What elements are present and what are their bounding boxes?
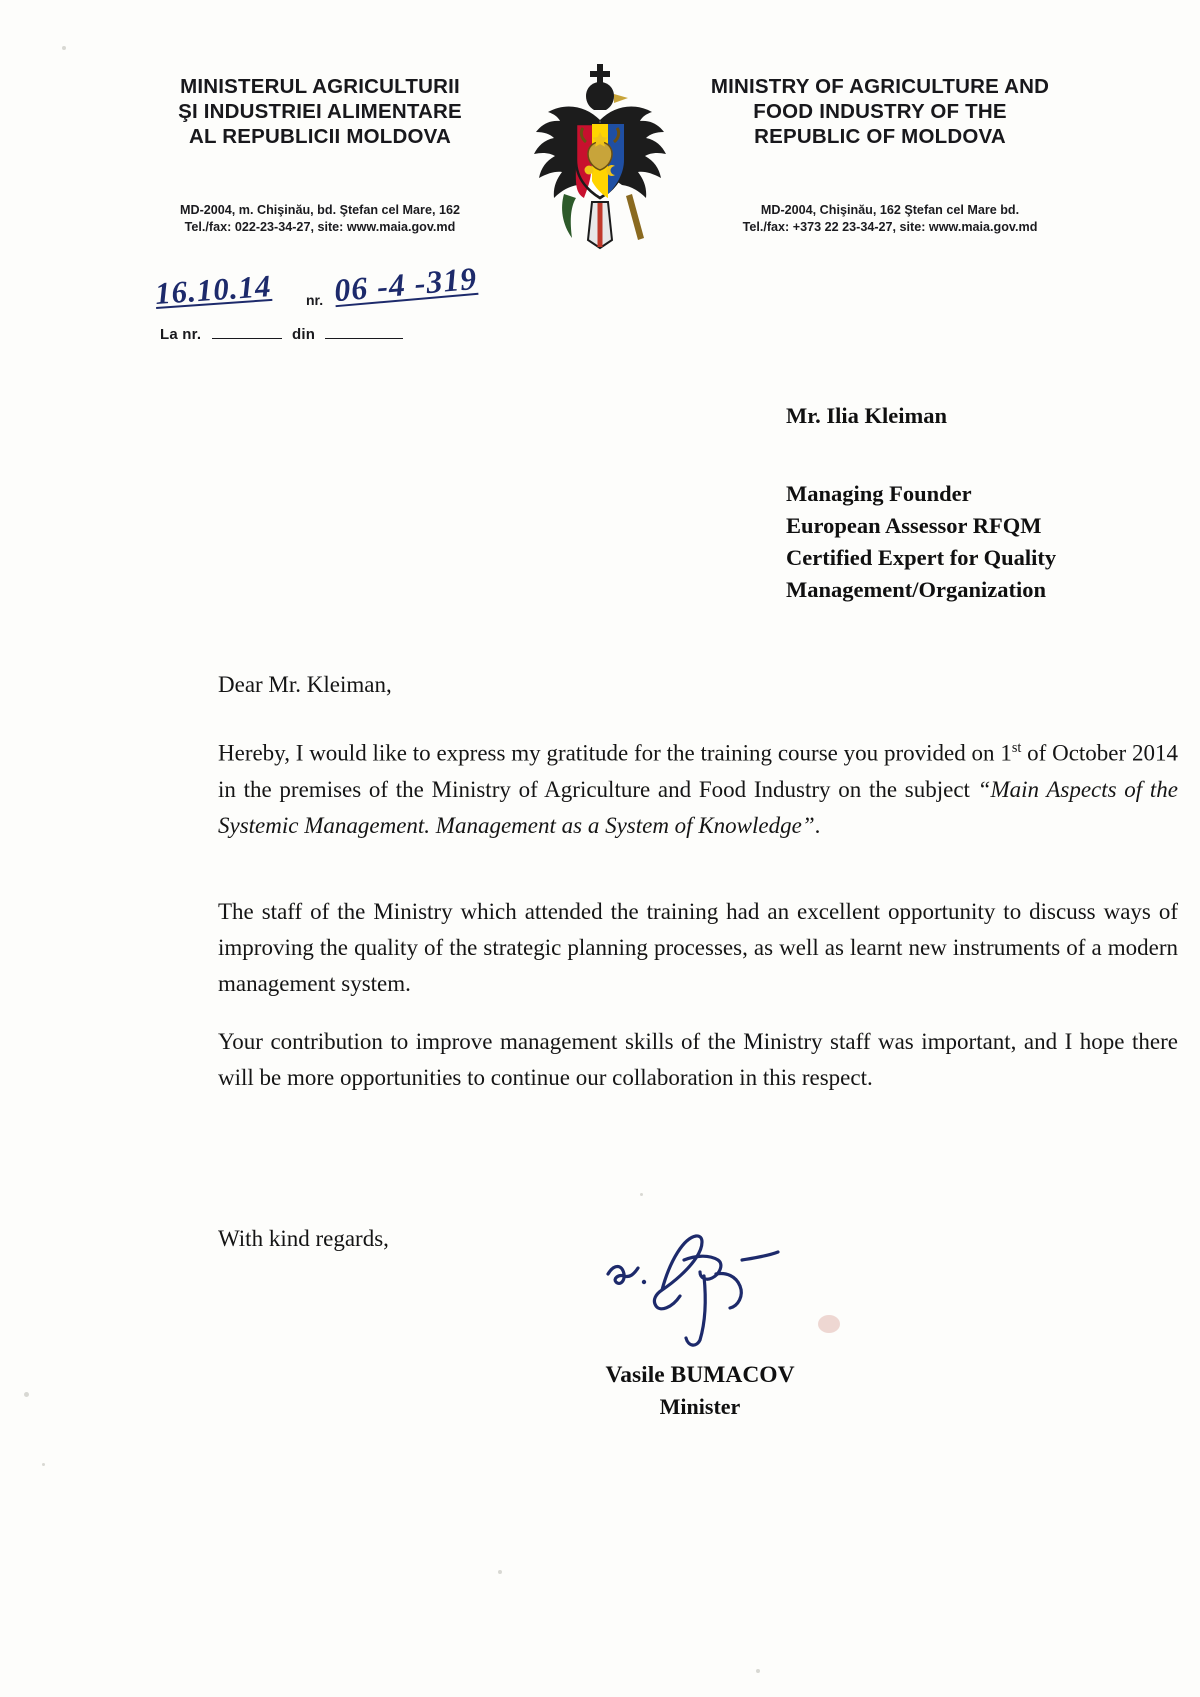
paragraph1-suffix: . [814, 812, 821, 838]
signer-title: Minister [659, 1394, 741, 1419]
body-paragraph-2: The staff of the Ministry which attended the training had an excellent opportunity to discuss ways of improving the quality of the strategic planning processes, as well as learnt new instruments of a modern management system. [218, 899, 1178, 996]
ministry-name-ro-line3: AL REPUBLICII MOLDOVA [189, 125, 451, 148]
closing-line: With kind regards, [218, 1226, 389, 1251]
addressee-role-2: European Assessor RFQM [786, 513, 1042, 538]
moldova-coat-of-arms-icon [520, 62, 680, 252]
scan-speck [24, 1392, 29, 1397]
addressee-role-3: Certified Expert for Quality [786, 545, 1057, 570]
ministry-name-ro-line1: MINISTERUL AGRICULTURII [180, 75, 460, 98]
addressee-role-4: Management/Organization [786, 577, 1046, 602]
addressee-name: Mr. Ilia Kleiman [786, 403, 948, 428]
paragraph1-prefix: Hereby, I would like to express my gratitude for the training course you provided on 1 [218, 740, 1012, 766]
address-en-line1: MD-2004, Chişinău, 162 Ştefan cel Mare bd. [760, 203, 1020, 217]
scan-speck [498, 1570, 502, 1574]
body-paragraph-1 [218, 730, 1178, 844]
din-label: din [291, 326, 316, 343]
reply-reference-line [160, 325, 403, 343]
handwritten-registration-number: 06 -4 -319 [332, 259, 479, 309]
la-nr-blank [212, 325, 282, 339]
handwritten-signature-icon [600, 1230, 830, 1350]
ministry-name-ro-line2: ŞI INDUSTRIEI ALIMENTARE [178, 100, 462, 123]
paragraph1-course-title: “Main Aspects of the Systemic Management. Management as a System of Knowledge” [218, 776, 1179, 838]
scan-speck [640, 1193, 643, 1196]
ministry-name-en-line2: FOOD INDUSTRY OF THE [753, 100, 1007, 123]
address-ro-line2: Tel./fax: 022-23-34-27, site: www.maia.gov.md [184, 220, 456, 234]
scan-speck [756, 1669, 760, 1673]
ink-blot [818, 1315, 840, 1333]
signer-block [500, 1360, 900, 1422]
la-nr-label: La nr. [160, 326, 202, 343]
din-blank [325, 325, 403, 339]
ministry-name-romanian [120, 74, 520, 149]
body-paragraph-3: Your contribution to improve management skills of the Ministry staff was important, and I hope there will be more opportunities to continue our collaboration in this respect. [218, 1029, 1178, 1090]
paragraph1-ordinal-suffix: st [1011, 740, 1022, 756]
address-ro-line1: MD-2004, m. Chişinău, bd. Ştefan cel Mare, 162 [180, 203, 460, 217]
addressee-block [786, 400, 1200, 606]
paragraph1-middle: of October 2014 in the premises of the Ministry of Agriculture and Food Industry on the subject [218, 740, 1178, 802]
ministry-name-english [680, 74, 1080, 149]
ministry-name-en-line3: REPUBLIC OF MOLDOVA [754, 125, 1006, 148]
letterhead [0, 62, 1200, 262]
ministry-name-en-line1: MINISTRY OF AGRICULTURE AND [710, 75, 1050, 98]
nr-label: nr. [306, 292, 324, 308]
handwritten-date: 16.10.14 [153, 267, 273, 312]
scan-speck [42, 1463, 45, 1466]
signer-name: Vasile BUMACOV [605, 1362, 795, 1388]
salutation: Dear Mr. Kleiman, [218, 672, 392, 697]
address-romanian [110, 202, 530, 236]
address-en-line2: Tel./fax: +373 22 23-34-27, site: www.maia.gov.md [742, 220, 1038, 234]
addressee-role-1: Managing Founder [786, 481, 972, 506]
scan-speck [62, 46, 66, 50]
address-english [680, 202, 1100, 236]
